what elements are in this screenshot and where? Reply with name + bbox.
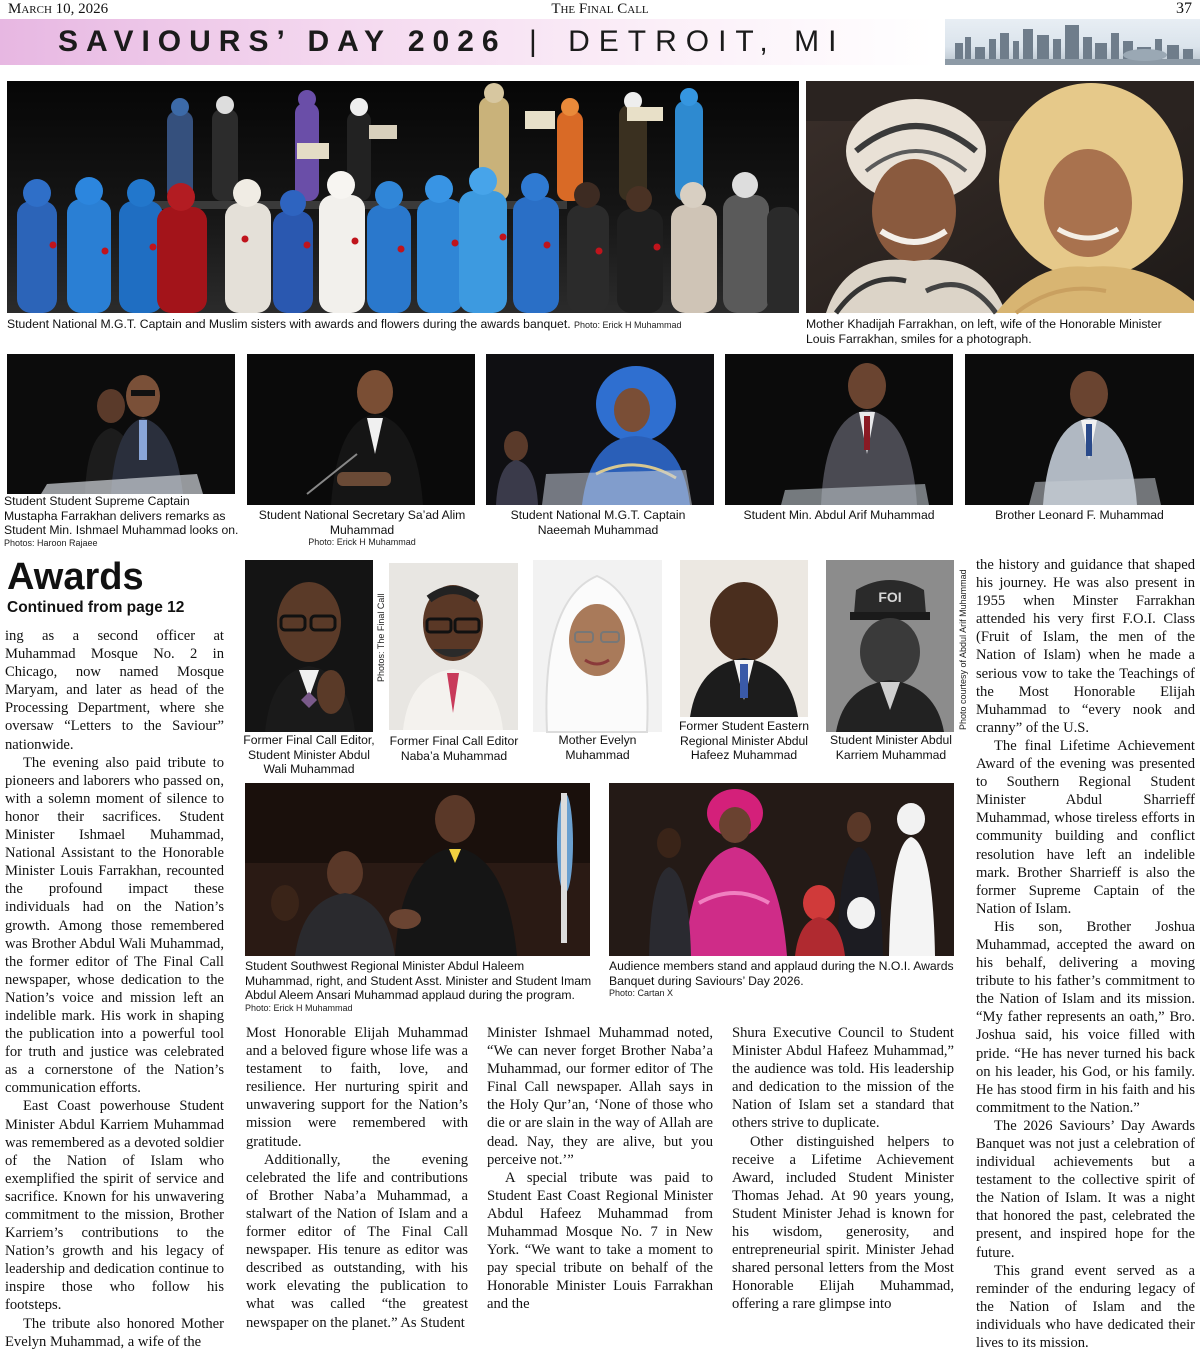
- audience-applaud-caption-text: Audience members stand and applaud during the N.O.I. Awards Banquet during Saviours’ Day 2026.: [609, 959, 954, 988]
- applause-ministers-photo: [245, 783, 590, 956]
- banner-event: SAVIOURS’ DAY 2026: [58, 25, 507, 58]
- portrait-credit-abdul-arif: Photo courtesy of Abdul Arif Muhammad: [958, 569, 968, 730]
- paragraph: the history and guidance that shaped his journey. He was also present in 1955 when Minster Farrakhan attended his very first F.O.I. Class (Fruit of Islam, the men of the Nation of Islam) when he made a serious vow to take the Teachings of the Most Honorable Elijah Muhammad to “every nook and cranny” of the U.S.: [976, 557, 1195, 736]
- mustapha-photo-credit: Photos: Haroon Rajaee: [4, 537, 98, 548]
- article-column-3: [487, 1024, 713, 1313]
- abdul-hafeez-caption: Former Student Eastern Regional Minister Abdul Hafeez Muhammad: [678, 719, 810, 762]
- article-column-4: [732, 1024, 954, 1313]
- abdul-wali-caption: Former Final Call Editor, Student Minister Abdul Wali Muhammad: [243, 733, 375, 776]
- portrait-mother-evelyn-muhammad: [533, 560, 662, 732]
- issue-date: March 10, 2026: [8, 1, 109, 17]
- nabaa-caption: Former Final Call Editor Naba’a Muhammad: [389, 734, 519, 763]
- evelyn-caption: Mother Evelyn Muhammad: [558, 733, 637, 762]
- applause-ministers-caption: [245, 959, 595, 1014]
- paragraph: The final Lifetime Achievement Award of the evening was presented to Southern Regional Student Minister Abdul Sharrieff Muhammad, whose tireless efforts in community building and conflict resolution have left an indelible mark. Brother Sharrieff is also the former Supreme Captain of the Nation of Islam.: [976, 737, 1195, 917]
- article-column-1: [5, 627, 224, 1350]
- paragraph: The 2026 Saviours’ Day Awards Banquet was not just a celebration of individual achievements but a testament to the collective spirit of the Nation of Islam. It was a night that honored the past, celebrated the present, and inspired hope for the future.: [976, 1117, 1195, 1261]
- audience-applaud-caption: [609, 959, 954, 999]
- paragraph: The tribute also honored Mother Evelyn Muhammad, a wife of the: [5, 1315, 224, 1350]
- saad-photo-caption-text: Student National Secretary Sa’ad Alim Muhammad: [258, 508, 466, 537]
- stage-photo-caption-text: Student National M.G.T. Captain and Muslim sisters with awards and flowers during the awards banquet.: [7, 317, 571, 331]
- detroit-skyline-image: [945, 19, 1200, 65]
- paragraph: His son, Brother Joshua Muhammad, accepted the award on his behalf, delivering a moving tribute to his father’s commitment to the Nation of Islam and its mission. “My father represents an oath,” Bro. Joshua said, his voice filled with pride. “He has never turned his back on his leader, his God, or his family. He has stood firm in his faith and his commitment to the Nation.”: [976, 918, 1195, 1116]
- abdul-karriem-caption: Student Minister Abdul Karriem Muhammad: [830, 733, 952, 762]
- arif-photo-caption: Student Min. Abdul Arif Muhammad: [743, 508, 935, 522]
- speaker-photo-abdul-arif-muhammad: [725, 354, 953, 505]
- portrait-abdul-hafeez-muhammad: [680, 560, 808, 717]
- paragraph: Most Honorable Elijah Muhammad and a beloved figure whose life was a testament to faith, love, and resilience. Her nurturing spirit and unwavering support for the Nation’s mission were remembered with gratitude.: [246, 1025, 468, 1150]
- stage-photo-caption: [7, 317, 799, 332]
- portrait-credit-final-call: Photos: The Final Call: [376, 593, 386, 682]
- paragraph: The evening also paid tribute to pioneers and laborers who passed on, with a solemn moment of silence to honor their sacrifices. Student Minister Ishmael Muhammad, National Assistant to the Honorable Minister Louis Farrakhan, recounted the profound impact these individuals had on the Nation’s growth. Among those remembered was Brother Abdul Wali Muhammad, the former editor of The Final Call newspaper, whose dedication to the Nation’s voice and mission left an indelible mark. His work in shaping the publication into a powerful tool for truth and justice was celebrated as a cornerstone of the Nation’s communication efforts.: [5, 754, 224, 1097]
- paragraph: Other distinguished helpers to receive a Lifetime Achievement Award, included Student Minister Thomas Jehad. At 90 years young, Student Minister Jehad is known for his wisdom, generosity, and entrepreneurial spirit. Minister Jehad shared personal letters from the Most Honorable Elijah Muhammad, offering a rare glimpse into: [732, 1133, 954, 1313]
- speaker-photo-naeemah-muhammad: [486, 354, 714, 505]
- khadijah-photo-caption: Mother Khadijah Farrakhan, on left, wife of the Honorable Minister Louis Farrakhan, smiles for a photograph.: [806, 317, 1162, 346]
- article-column-5: [976, 556, 1195, 1352]
- paragraph: Shura Executive Council to Student Minister Abdul Hafeez Muhammad,” the audience was told. His leadership and dedication to the mission of the Nation of Islam set a standard that others strive to duplicate.: [732, 1025, 954, 1132]
- portrait-abdul-karriem-muhammad: [826, 560, 954, 732]
- audience-applaud-photo: [609, 783, 954, 956]
- leonard-photo-caption: Brother Leonard F. Muhammad: [995, 508, 1164, 522]
- speaker-photo-saad-alim-muhammad: [247, 354, 475, 505]
- article-column-2: [246, 1024, 468, 1331]
- mother-khadijah-farrakhan-photo: [806, 81, 1194, 313]
- stage-photo-credit: Photo: Erick H Muhammad: [574, 320, 682, 330]
- portrait-abdul-wali-muhammad: [245, 560, 373, 732]
- paragraph: ing as a second officer at Muhammad Mosque No. 2 in Chicago, now named Mosque Maryam, and later as head of the Processing Department, where she oversaw “Letters to the Saviour” nationwide.: [5, 628, 224, 753]
- publication-name: The Final Call: [551, 1, 649, 17]
- banner-separator: |: [528, 25, 546, 58]
- audience-applaud-credit: Photo: Cartan X: [609, 988, 674, 998]
- applause-ministers-caption-text: Student Southwest Regional Minister Abdul Haleem Muhammad, right, and Student Asst. Minister and Student Imam Abdul Aleem Ansari Muhammad applaud during the program.: [245, 959, 592, 1002]
- paragraph: East Coast powerhouse Student Minister Abdul Karriem Muhammad was remembered as a devoted soldier of the Nation of Islam who exemplified the spirit of service and sacrifice. Known for his unwavering commitment to the mission, Brother Karriem’s contributions to the Nation’s growth and his legacy of leadership and dedication continue to inspire those who follow his footsteps.: [5, 1098, 224, 1314]
- article-headline: Awards: [7, 556, 144, 598]
- page-number: 37: [1176, 0, 1192, 17]
- speaker-photo-mustapha-farrakhan: [7, 354, 235, 494]
- paragraph: This grand event served as a reminder of the enduring legacy of the Nation of Islam and the individuals who have dedicated their lives to its mission.: [976, 1262, 1195, 1352]
- naeemah-photo-caption: Student National M.G.T. Captain Naeemah Muhammad: [510, 508, 686, 537]
- paragraph: Minister Ishmael Muhammad noted, “We can never forget Brother Naba’a Muhammad, our former editor of The Final Call newspaper. Allah says in the Holy Qur’an, ‘None of those who die or are slain in the way of Allah are dead. Nay, they are alive, but you perceive not.’”: [487, 1025, 713, 1168]
- applause-ministers-credit: Photo: Erick H Muhammad: [245, 1002, 353, 1013]
- saad-photo-caption: [258, 508, 466, 548]
- paragraph: Additionally, the evening celebrated the life and contributions of Brother Naba’a Muhammad, a stalwart of the Nation of Islam and a former editor of The Final Call newspaper. His tenure as editor was described as outstanding, with his work elevating the publication to what was called “the greatest newspaper on the planet.” As Student: [246, 1151, 468, 1331]
- banner-title: [58, 22, 845, 62]
- mustapha-photo-caption-text: Student Student Supreme Captain Mustapha Farrakhan delivers remarks as Student Min. Ishmael Muhammad looks on.: [4, 494, 239, 537]
- paragraph: A special tribute was paid to Student East Coast Regional Minister Abdul Hafeez Muhammad from Muhammad Mosque No. 7 in New York. “We want to take a moment to pay special tribute on behalf of the Honorable Minister Louis Farrakhan and the: [487, 1169, 713, 1313]
- continued-from-note: Continued from page 12: [7, 599, 185, 616]
- saad-photo-credit: Photo: Erick H Muhammad: [308, 537, 416, 547]
- mustapha-photo-caption: [4, 494, 240, 549]
- speaker-photo-leonard-f-muhammad: [965, 354, 1194, 505]
- fez-lettering: FOI: [878, 589, 902, 605]
- banner-location: DETROIT, MI: [568, 25, 846, 58]
- portrait-nabaa-muhammad: [389, 563, 518, 730]
- awards-banquet-stage-photo: [7, 81, 799, 313]
